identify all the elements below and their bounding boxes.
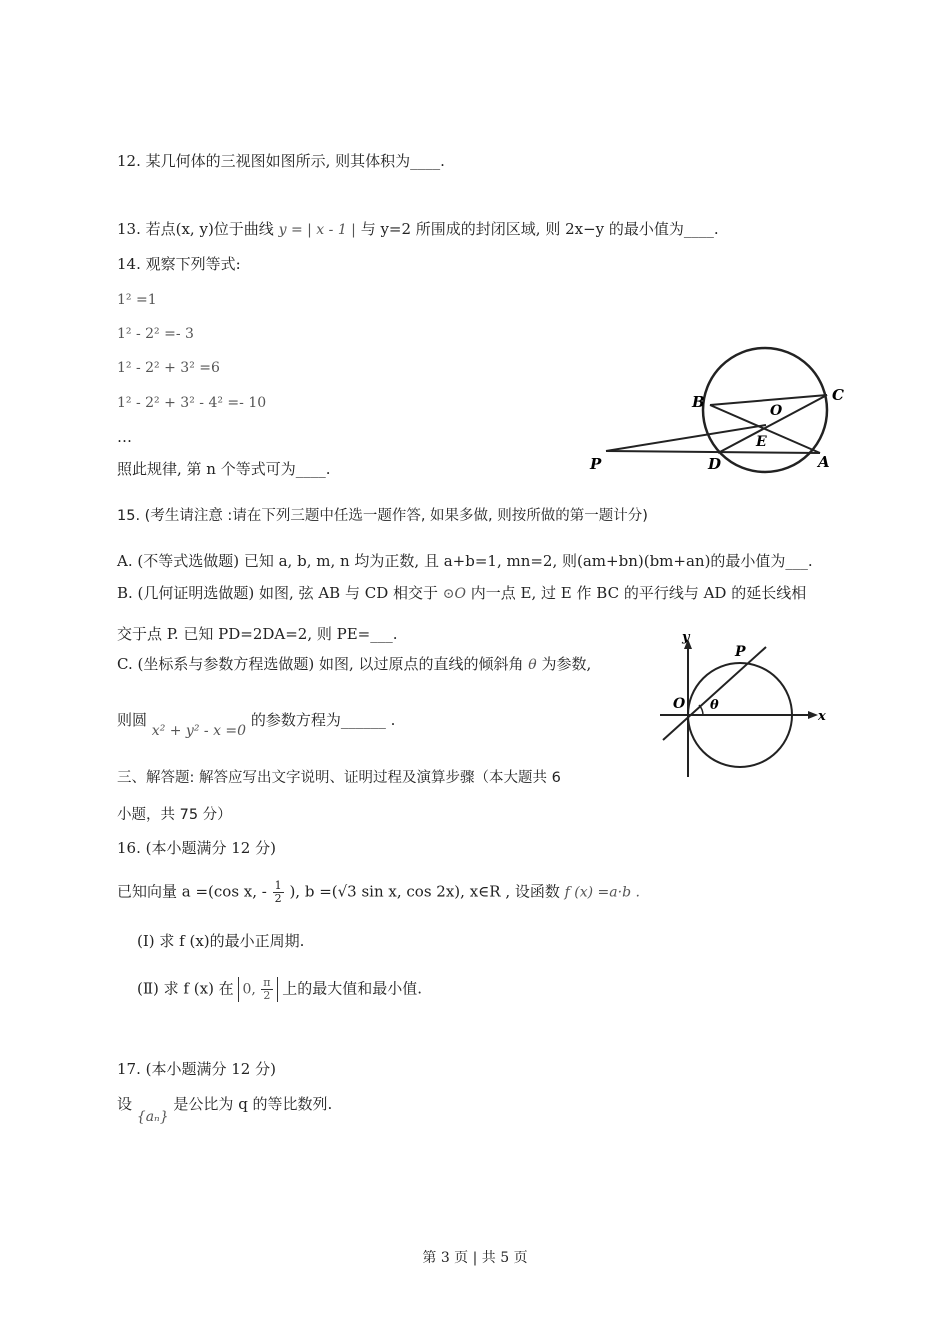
- question-13: [117, 219, 719, 240]
- q16-vector-definition: [117, 880, 640, 905]
- q17-text-b: 是公比为 q 的等比数列.: [173, 1095, 333, 1113]
- q16-part2-text-a: (Ⅱ) 求 f (x) 在: [137, 979, 234, 998]
- label-e: E: [756, 434, 767, 450]
- q14-ellipsis: …: [117, 428, 132, 446]
- q15-option-c-line1: [117, 654, 591, 675]
- question-16-title: 16. (本小题满分 12 分): [117, 839, 276, 857]
- q16-interval-left: 0,: [242, 981, 256, 998]
- q15-option-a: A. (不等式选做题) 已知 a, b, m, n 均为正数, 且 a+b=1, mn=2, 则(am+bn)(bm+an)的最小值为___.: [117, 552, 813, 570]
- q14-equation-1: 1² =1: [117, 292, 157, 308]
- axis-label-x: x: [818, 709, 826, 724]
- question-12: 12. 某几何体的三视图如图所示, 则其体积为____.: [117, 152, 445, 170]
- label-o: O: [770, 403, 783, 419]
- q15-option-c-line2: [117, 710, 396, 739]
- question-14-title: 14. 观察下列等式:: [117, 255, 241, 273]
- q15-c-theta: θ: [528, 657, 537, 673]
- theta-arc: [699, 705, 703, 715]
- section-3-heading-line1: 三、解答题: 解答应写出文字说明、证明过程及演算步骤（本大题共 6: [117, 770, 561, 786]
- q16-interval-num: π: [263, 976, 271, 989]
- q16-interval-frac: [261, 977, 272, 1002]
- q17-sequence: {aₙ}: [136, 1109, 169, 1125]
- q13-curve: y = | x - 1 |: [278, 222, 356, 238]
- label-a: A: [818, 453, 830, 471]
- q15-c-text-d: 的参数方程为______ .: [250, 711, 396, 729]
- q16-interval: [238, 977, 277, 1002]
- q13-suffix: 与 y=2 所围成的封闭区域, 则 2x−y 的最小值为____.: [360, 220, 719, 238]
- label-origin: O: [673, 696, 686, 712]
- q16-part-1: (Ⅰ) 求 f (x)的最小正周期.: [137, 932, 305, 950]
- polar-circle-figure: [655, 625, 840, 780]
- q15-c-text-c: 则圆: [117, 711, 148, 729]
- incline-line: [663, 647, 766, 740]
- q14-equation-2: 1² - 2² =- 3: [117, 326, 194, 342]
- q16-part2-text-b: 上的最大值和最小值.: [282, 979, 423, 998]
- label-b: B: [692, 393, 705, 411]
- label-theta: θ: [710, 698, 719, 713]
- question-15-title: 15. (考生请注意 :请在下列三题中任选一题作答, 如果多做, 则按所做的第一题计分): [117, 508, 648, 524]
- q16-frac-den: 2: [274, 892, 282, 905]
- segment-pe: [606, 425, 766, 451]
- q17-statement: [117, 1094, 333, 1125]
- q15-c-equation: x² + y² - x =0: [151, 723, 247, 739]
- q15-option-b-line2: 交于点 P. 已知 PD=2DA=2, 则 PE=___.: [117, 625, 398, 643]
- label-c: C: [832, 386, 844, 404]
- x-axis-arrow-icon: [808, 711, 818, 719]
- q16-fraction: [273, 880, 284, 905]
- section-3-heading-line2: 小题，共 75 分）: [117, 807, 232, 823]
- q16-frac-num: 1: [274, 879, 282, 892]
- label-p2: P: [735, 644, 746, 660]
- q15-option-b-line1: [117, 583, 806, 604]
- q15-b-text-a: B. (几何证明选做题) 如图, 弦 AB 与 CD 相交于: [117, 584, 438, 602]
- q14-equation-3: 1² - 2² + 3² =6: [117, 360, 220, 376]
- label-p: P: [590, 455, 602, 473]
- q14-equation-4: 1² - 2² + 3² - 4² =- 10: [117, 395, 267, 411]
- q16-function: f (x) =a·b .: [564, 884, 640, 901]
- q17-text-a: 设: [117, 1095, 133, 1113]
- page-footer: 第 3 页 | 共 5 页: [422, 1250, 528, 1266]
- circle-chord-figure: [580, 345, 850, 480]
- q16-part-2: [137, 977, 422, 1002]
- q14-rule: 照此规律, 第 n 个等式可为____.: [117, 460, 331, 478]
- q16-vector-b: ), b =(√3 sin x, cos 2x), x∈R , 设函数: [289, 882, 560, 901]
- q15-b-text-b: 内一点 E, 过 E 作 BC 的平行线与 AD 的延长线相: [470, 584, 807, 602]
- label-d: D: [708, 455, 722, 473]
- q13-prefix: 13. 若点(x, y)位于曲线: [117, 220, 274, 238]
- question-17-title: 17. (本小题满分 12 分): [117, 1060, 276, 1078]
- q15-c-text-a: C. (坐标系与参数方程选做题) 如图, 以过原点的直线的倾斜角: [117, 655, 524, 673]
- q16-interval-den: 2: [263, 989, 271, 1002]
- q15-c-text-b: 为参数,: [541, 655, 592, 673]
- segment-pa: [606, 451, 820, 453]
- axis-label-y: y: [682, 630, 690, 645]
- q15-b-circle: ⊙O: [442, 586, 466, 602]
- q16-vector-a: 已知向量 a =(cos x, -: [117, 882, 267, 901]
